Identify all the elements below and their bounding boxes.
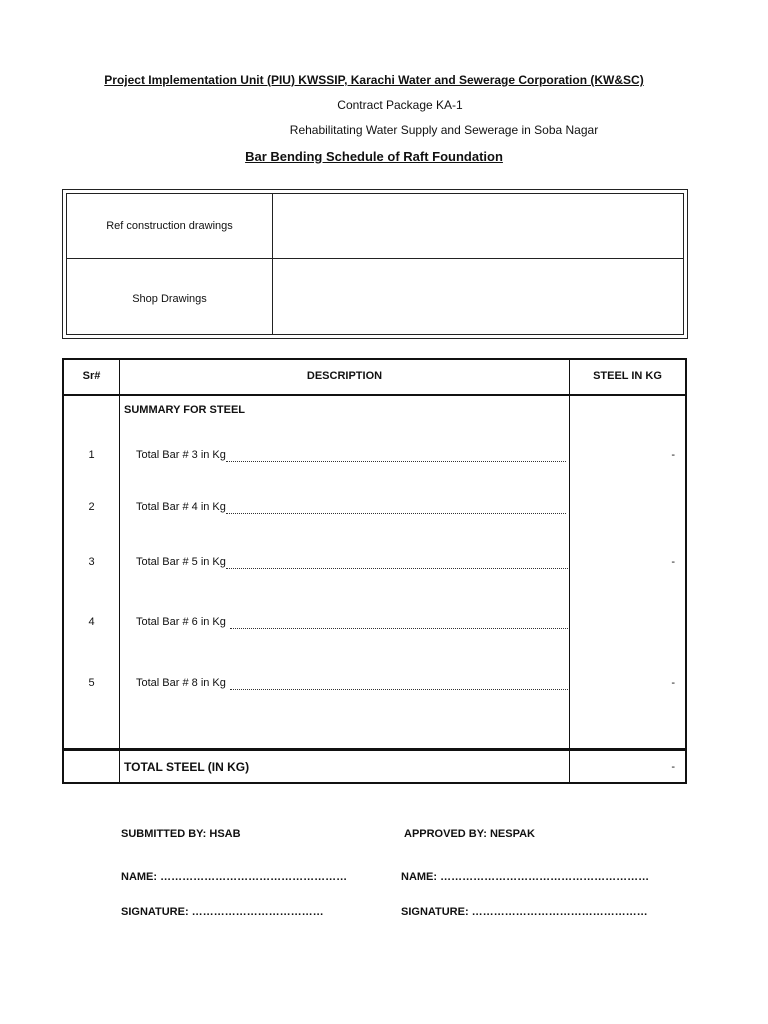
total-steel-label: TOTAL STEEL (IN KG) [124, 760, 250, 774]
shop-drawings-label: Shop Drawings [132, 293, 207, 305]
row-number: 2 [88, 501, 95, 513]
approved-by: APPROVED BY: NESPAK [404, 828, 536, 840]
table-row [64, 500, 685, 518]
table-row [64, 448, 685, 466]
organization-heading: Project Implementation Unit (PIU) KWSSIP, Karachi Water and Sewerage Corporation (KW&SC) [104, 73, 644, 87]
row-description: Total Bar # 4 in Kg [136, 501, 226, 513]
row-number: 5 [88, 677, 95, 689]
contract-package: Contract Package KA-1 [337, 98, 463, 112]
reference-drawings-table [62, 189, 688, 339]
project-name: Rehabilitating Water Supply and Sewerage in Soba Nagar [289, 123, 599, 137]
row-number: 1 [88, 449, 95, 461]
approver-name-line: NAME: ………………………………………………… [401, 871, 650, 883]
row-number: 3 [88, 556, 95, 568]
approver-signature-line: SIGNATURE: ………………………………………… [401, 906, 648, 918]
row-description: Total Bar # 3 in Kg [136, 449, 226, 461]
row-number: 4 [88, 616, 95, 628]
steel-summary-table [62, 358, 687, 784]
row-description: Total Bar # 8 in Kg [136, 677, 226, 689]
submitted-by: SUBMITTED BY: HSAB [121, 828, 241, 840]
document-title: Bar Bending Schedule of Raft Foundation [245, 149, 503, 164]
table-row [64, 676, 685, 694]
row-description: Total Bar # 6 in Kg [136, 616, 226, 628]
submitter-signature-line: SIGNATURE: ……………………………… [121, 906, 324, 918]
table-row [64, 615, 685, 633]
table-row [64, 555, 685, 573]
summary-heading: SUMMARY FOR STEEL [124, 404, 246, 416]
row-steel-kg: - [671, 556, 675, 568]
row-steel-kg: - [671, 677, 675, 689]
column-header-description: DESCRIPTION [306, 370, 383, 382]
row-description: Total Bar # 5 in Kg [136, 556, 226, 568]
row-steel-kg: - [671, 449, 675, 461]
ref-construction-drawings-label: Ref construction drawings [106, 220, 233, 232]
total-steel-value: - [671, 761, 675, 773]
column-header-steel-kg: STEEL IN KG [593, 370, 662, 382]
column-header-sr: Sr# [82, 370, 101, 382]
submitter-name-line: NAME: …………………………………………… [121, 871, 348, 883]
